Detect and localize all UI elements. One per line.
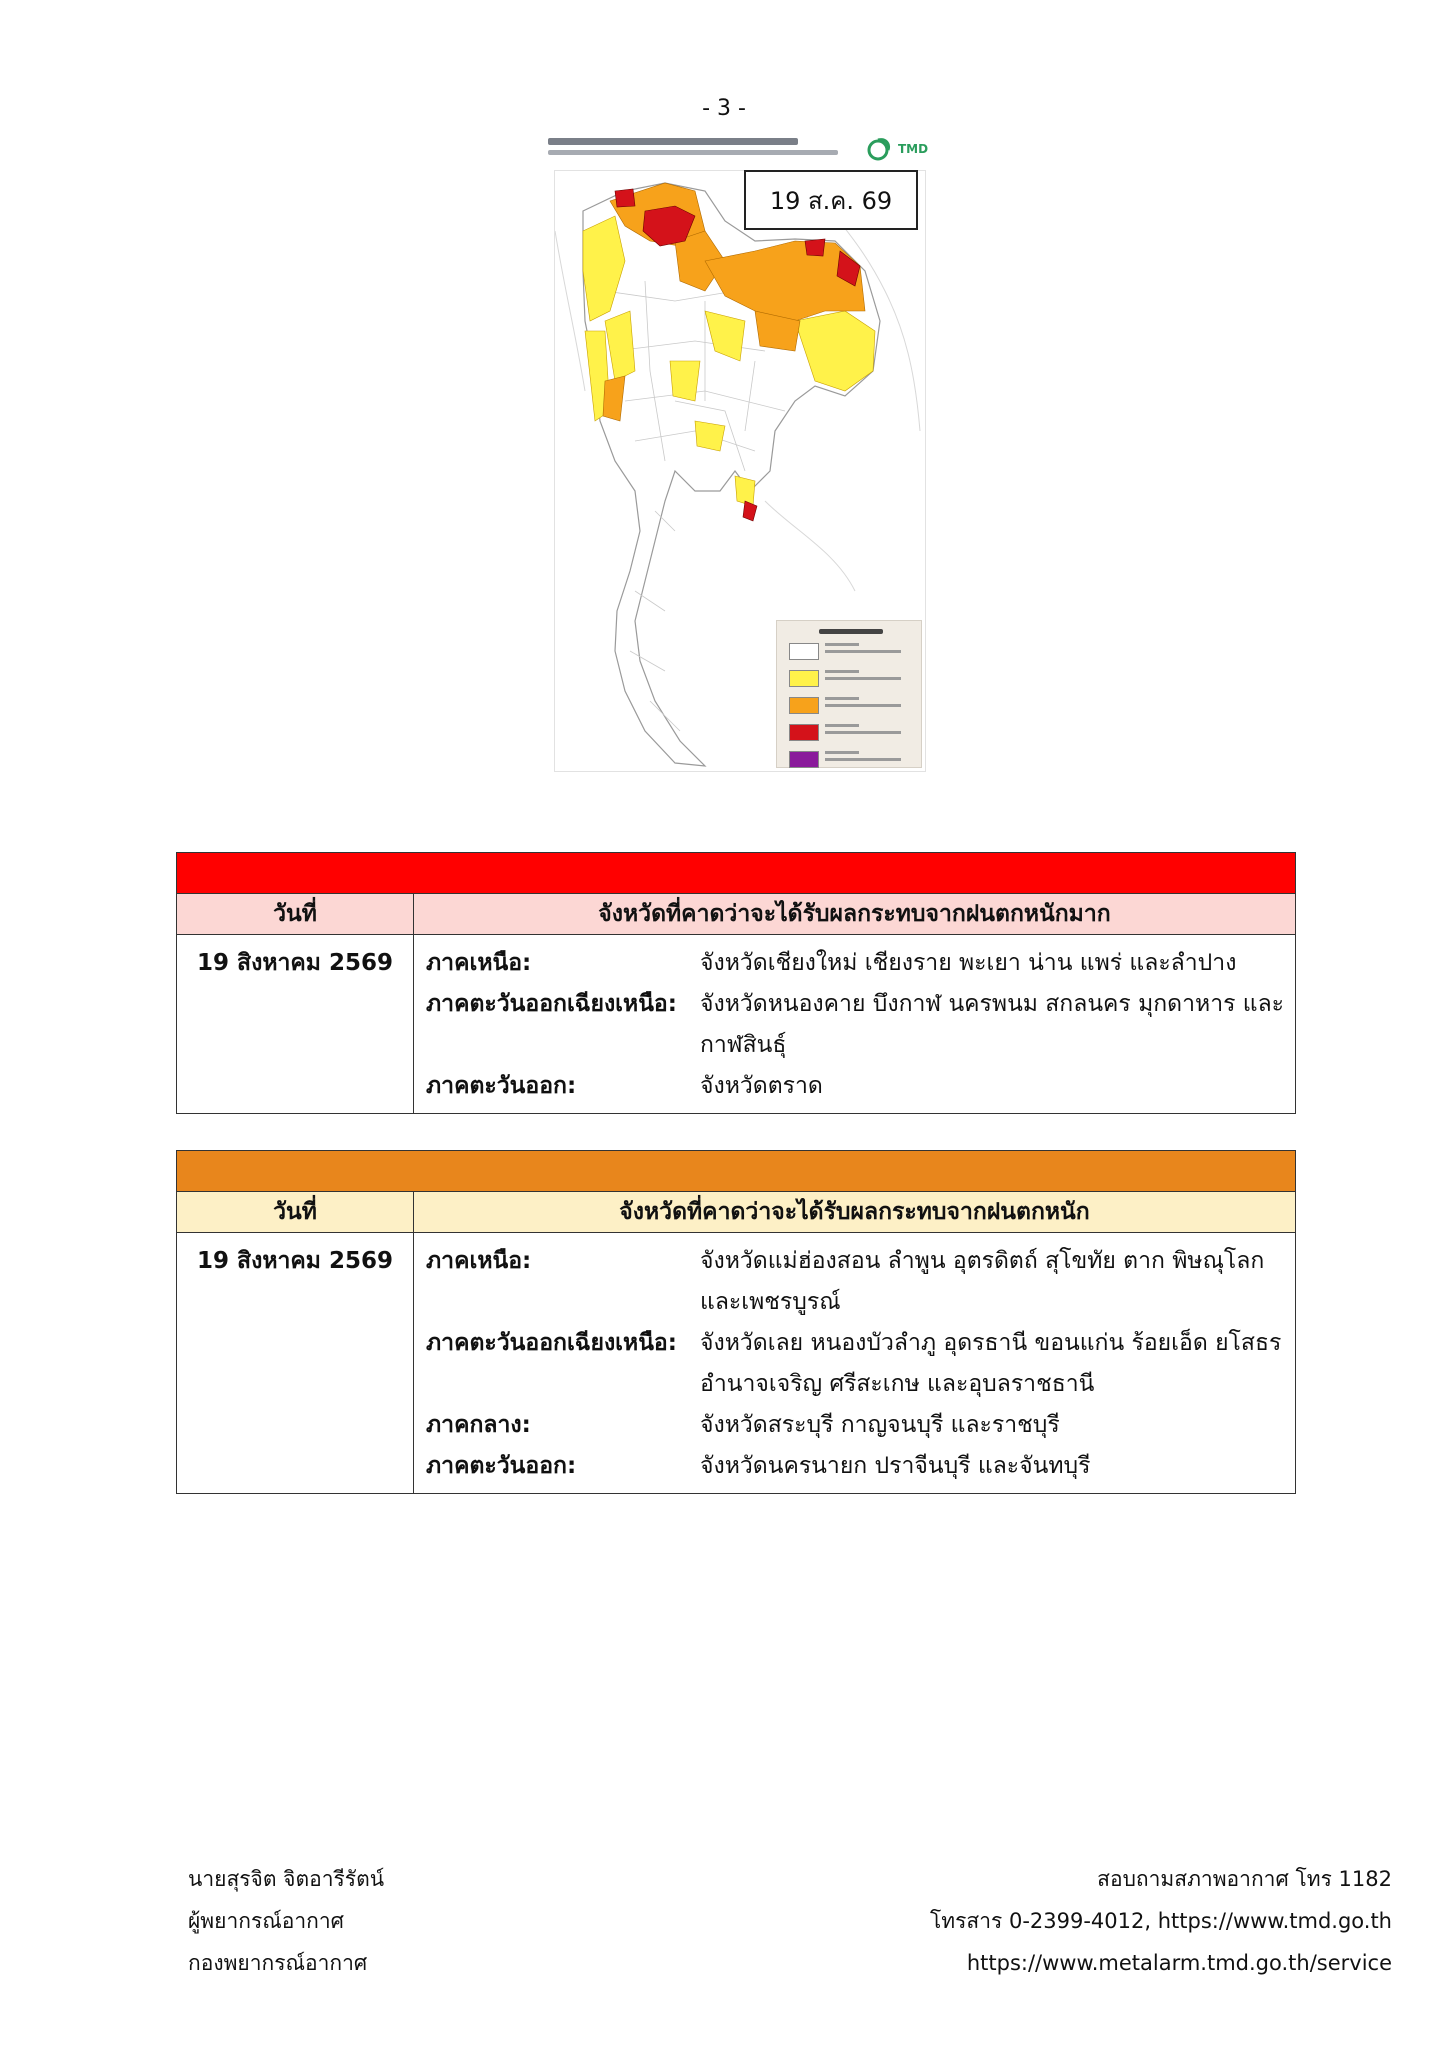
region-row [426,943,1285,984]
region-row [426,1323,1285,1405]
legend-swatch-red [789,724,819,741]
contact-block [930,1858,1392,1984]
region-label: ภาคเหนือ: [426,1248,532,1274]
map-legend [776,620,922,768]
very-heavy-color-band [177,853,1296,894]
date-cell: 19 สิงหาคม 2569 [177,1233,414,1494]
very-heavy-rain-table [176,852,1296,1114]
region-label: ภาคตะวันออก: [426,1073,577,1099]
page-number: - 3 - [702,96,746,121]
contact-service-link[interactable]: https://www.metalarm.tmd.go.th/service [966,1951,1392,1975]
map-caption [548,138,838,155]
province-list: จังหวัดตราด [700,1073,823,1099]
column-header-provinces: จังหวัดที่คาดว่าจะได้รับผลกระทบจากฝนตกหนักมาก [414,894,1296,935]
legend-swatch-orange [789,697,819,714]
column-header-date: วันที่ [177,894,414,935]
province-list: จังหวัดแม่ฮ่องสอน ลำพูน อุตรดิตถ์ สุโขทัย ตาก พิษณุโลก และเพชรบูรณ์ [700,1248,1265,1315]
map-date-label: 19 ส.ค. 69 [744,170,918,230]
forecaster-signature-block [188,1858,384,1984]
date-cell: 19 สิงหาคม 2569 [177,935,414,1114]
provinces-cell [414,935,1296,1114]
region-row [426,1446,1285,1487]
forecaster-position: ผู้พยากรณ์อากาศ [188,1909,344,1933]
contact-phone: สอบถามสภาพอากาศ โทร 1182 [1097,1867,1392,1891]
forecaster-division: กองพยากรณ์อากาศ [188,1951,368,1975]
region-label: ภาคเหนือ: [426,950,532,976]
legend-item [777,664,921,688]
legend-item [777,745,921,769]
forecaster-name: นายสุรจิต จิตอารีรัตน์ [188,1867,385,1891]
region-label: ภาคตะวันออก: [426,1453,577,1479]
contact-fax-website[interactable]: โทรสาร 0-2399-4012, https://www.tmd.go.th [930,1909,1392,1933]
province-list: จังหวัดเลย หนองบัวลำภู อุดรธานี ขอนแก่น ร้อยเอ็ด ยโสธร อำนาจเจริญ ศรีสะเกษ และอุบลราชธานี [700,1330,1282,1397]
region-row [426,1241,1285,1323]
legend-item [777,718,921,742]
rainfall-map-figure [548,130,932,776]
tmd-logo-text: TMD [898,142,929,156]
legend-swatch-white [789,643,819,660]
heavy-color-band [177,1151,1296,1192]
legend-item [777,637,921,661]
region-row [426,1066,1285,1107]
legend-swatch-purple [789,751,819,768]
province-list: จังหวัดหนองคาย บึงกาฬ นครพนม สกลนคร มุกดาหาร และกาฬสินธุ์ [700,991,1285,1058]
legend-swatch-yellow [789,670,819,687]
legend-item [777,691,921,715]
region-label: ภาคตะวันออกเฉียงเหนือ: [426,1330,677,1356]
region-row [426,1405,1285,1446]
province-list: จังหวัดเชียงใหม่ เชียงราย พะเยา น่าน แพร่ และลำปาง [700,950,1237,976]
column-header-provinces: จังหวัดที่คาดว่าจะได้รับผลกระทบจากฝนตกหนัก [414,1192,1296,1233]
tmd-logo-icon [866,136,894,162]
region-label: ภาคกลาง: [426,1412,531,1438]
region-row [426,984,1285,1066]
province-list: จังหวัดนครนายก ปราจีนบุรี และจันทบุรี [700,1453,1091,1479]
heavy-rain-table [176,1150,1296,1494]
column-header-date: วันที่ [177,1192,414,1233]
region-label: ภาคตะวันออกเฉียงเหนือ: [426,991,677,1017]
province-list: จังหวัดสระบุรี กาญจนบุรี และราชบุรี [700,1412,1060,1438]
provinces-cell [414,1233,1296,1494]
